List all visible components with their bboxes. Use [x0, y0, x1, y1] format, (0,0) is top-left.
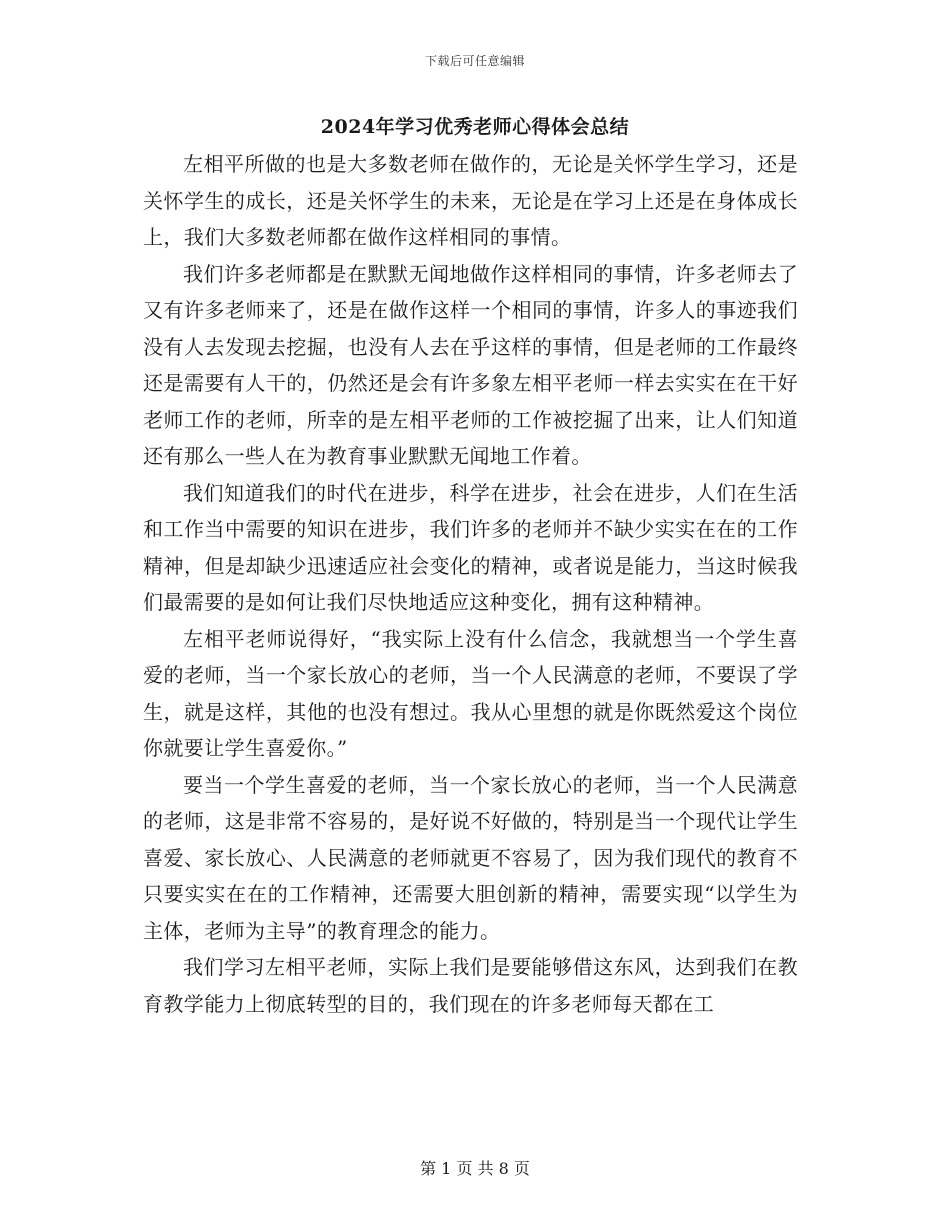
paragraph-2: 我们许多老师都是在默默无闻地做作这样相同的事情，许多老师去了又有许多老师来了，还是在做作这样一个相同的事情，许多人的事迹我们没有人去发现去挖掘，也没有人去在乎这样的事情，但是老师的工作最终还是需要有人干的，仍然还是会有许多象左相平老师一样去实实在在干好老师工作的老师，所幸的是左相平老师的工作被挖掘了出来，让人们知道还有那么一些人在为教育事业默默无闻地工作着。 [143, 261, 798, 468]
document-body [143, 146, 798, 1022]
page-header: 下载后可任意编辑 [424, 54, 525, 68]
paragraph-6: 我们学习左相平老师，实际上我们是要能够借这东风，达到我们在教育教学能力上彻底转型的目的，我们现在的许多老师每天都在工 [143, 955, 798, 1016]
paragraph-3: 我们知道我们的时代在进步，科学在进步，社会在进步，人们在生活和工作当中需要的知识在进步，我们许多的老师并不缺少实实在在的工作精神，但是却缺少迅速适应社会变化的精神，或者说是能力，当这时候我们最需要的是如何让我们尽快地适应这种变化，拥有这种精神。 [143, 480, 798, 614]
page-number-footer: 第 1 页 共 8 页 [420, 1159, 530, 1178]
paragraph-5: 要当一个学生喜爱的老师，当一个家长放心的老师，当一个人民满意的老师，这是非常不容易的，是好说不好做的，特别是当一个现代让学生喜爱、家长放心、人民满意的老师就更不容易了，因为我们现代的教育不只要实实在在的工作精神，还需要大胆创新的精神，需要实现“以学生为主体，老师为主导”的教育理念的能力。 [143, 772, 798, 943]
paragraph-4: 左相平老师说得好，“我实际上没有什么信念，我就想当一个学生喜爱的老师，当一个家长放心的老师，当一个人民满意的老师，不要误了学生，就是这样，其他的也没有想过。我从心里想的就是你既然爱这个岗位你就要让学生喜爱你。” [143, 626, 798, 760]
paragraph-1: 左相平所做的也是大多数老师在做作的，无论是关怀学生学习，还是关怀学生的成长，还是关怀学生的未来，无论是在学习上还是在身体成长上，我们大多数老师都在做作这样相同的事情。 [143, 152, 798, 249]
document-title: 2024年学习优秀老师心得体会总结 [320, 116, 630, 138]
